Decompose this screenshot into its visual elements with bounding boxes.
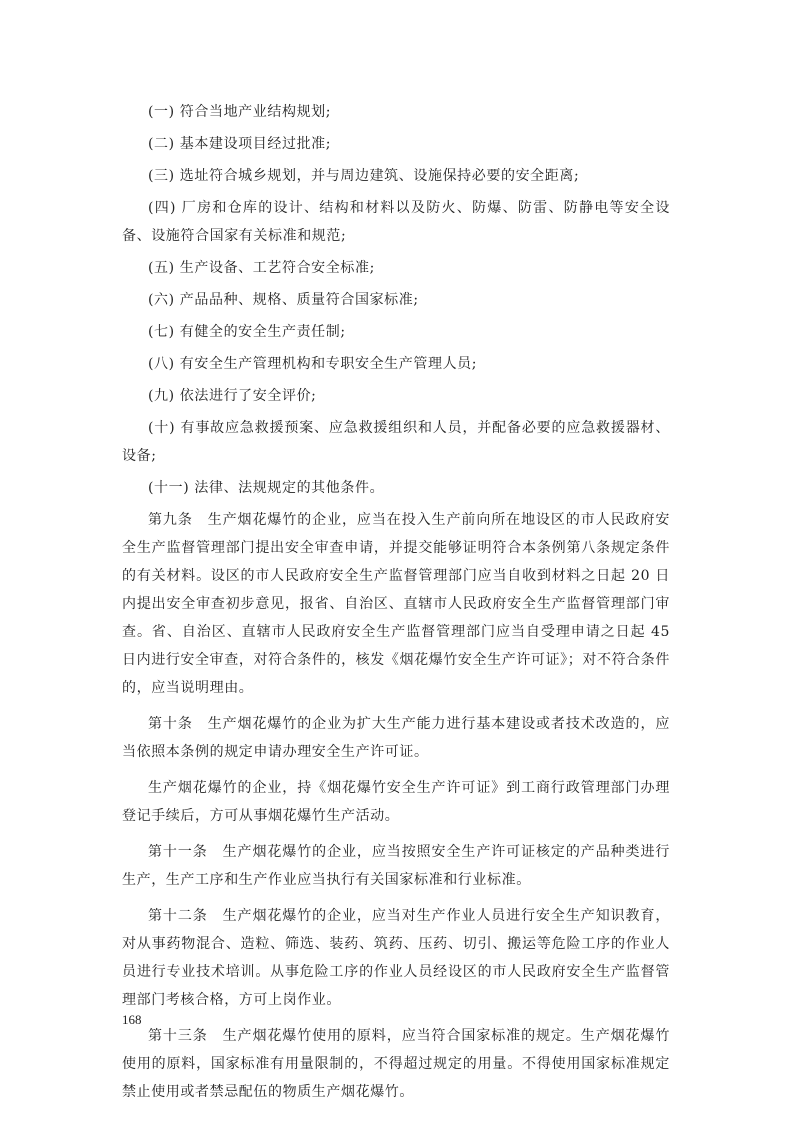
- condition-item: (七) 有健全的安全生产责任制;: [148, 324, 346, 340]
- condition-item: (十) 有事故应急救援预案、应急救援组织和人员，并配备必要的应急救援器材、设备;: [122, 420, 670, 464]
- condition-item: (一) 符合当地产业结构规划;: [148, 104, 332, 120]
- regulation-text: [122, 98, 670, 1114]
- article-13-paragraph: 第十三条 生产烟花爆竹使用的原料，应当符合国家标准的规定。生产烟花爆竹使用的原料，国家标准有用量限制的，不得超过规定的用量。不得使用国家标准规定禁止使用或者禁忌配伍的物质生产烟花爆竹。: [122, 1028, 670, 1100]
- condition-item: (十一) 法律、法规规定的其他条件。: [148, 480, 385, 496]
- article-10-paragraph: 第十条 生产烟花爆竹的企业为扩大生产能力进行基本建设或者技术改造的，应当依照本条例的规定申请办理安全生产许可证。: [122, 716, 670, 760]
- condition-item: (三) 选址符合城乡规划，并与周边建筑、设施保持必要的安全距离;: [148, 168, 580, 184]
- page-number: 168: [122, 1012, 142, 1027]
- condition-item: (五) 生产设备、工艺符合安全标准;: [148, 260, 375, 276]
- condition-item: (四) 厂房和仓库的设计、结构和材料以及防火、防爆、防雷、防静电等安全设备、设施符合国家有关标准和规范;: [122, 200, 670, 244]
- condition-item: (九) 依法进行了安全评价;: [148, 388, 317, 404]
- condition-item: (六) 产品品种、规格、质量符合国家标准;: [148, 292, 419, 308]
- article-10-paragraph-2: 生产烟花爆竹的企业，持《烟花爆竹安全生产许可证》到工商行政管理部门办理登记手续后，方可从事烟花爆竹生产活动。: [122, 780, 670, 824]
- article-11-paragraph: 第十一条 生产烟花爆竹的企业，应当按照安全生产许可证核定的产品种类进行生产，生产工序和生产作业应当执行有关国家标准和行业标准。: [122, 844, 670, 888]
- condition-item: (二) 基本建设项目经过批准;: [148, 136, 332, 152]
- condition-item: (八) 有安全生产管理机构和专职安全生产管理人员;: [148, 356, 478, 372]
- article-12-paragraph: 第十二条 生产烟花爆竹的企业，应当对生产作业人员进行安全生产知识教育，对从事药物混合、造粒、筛选、装药、筑药、压药、切引、搬运等危险工序的作业人员进行专业技术培训。从事危险工序的作业人员经设区的市人民政府安全生产监督管理部门考核合格，方可上岗作业。: [122, 908, 670, 1008]
- article-9-paragraph: 第九条 生产烟花爆竹的企业，应当在投入生产前向所在地设区的市人民政府安全生产监督管理部门提出安全审查申请，并提交能够证明符合本条例第八条规定条件的有关材料。设区的市人民政府安全生产监督管理部门应当自收到材料之日起 20 日内提出安全审查初步意见，报省、自治区、直辖市人民政府安全生产监督管理部门审查。省、自治区、直辖市人民政府安全生产监督管理部门应当自受理申请之日起 45 日内进行安全审查，对符合条件的，核发《烟花爆竹安全生产许可证》；对不符合条件的，应当说明理由。: [122, 512, 670, 696]
